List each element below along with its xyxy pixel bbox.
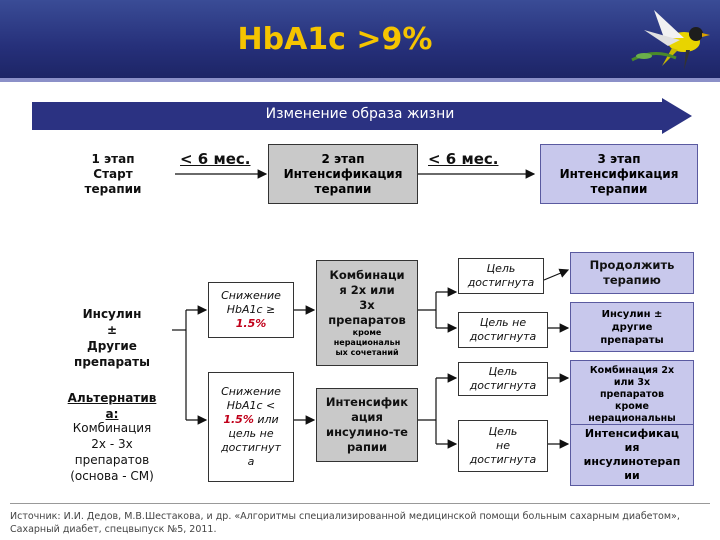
alternative-text: Комбинация 2х - 3х препаратов (основа - СМ) xyxy=(70,421,154,483)
outcome-combo-text: Комбинация 2х или 3х препаратов кроме нерациональны xyxy=(588,365,676,424)
page-title: HbA1c >9% xyxy=(237,22,433,57)
stage3-box: 3 этап Интенсификация терапии xyxy=(540,144,698,204)
lifestyle-label: Изменение образа жизни xyxy=(265,106,455,122)
alternative-title: Альтернатив а: xyxy=(67,391,157,421)
outcome-combo-box xyxy=(570,360,694,426)
goal-reached-box-2: Цель достигнута xyxy=(458,362,548,396)
outcome-continue-box: Продолжить терапию xyxy=(570,252,694,294)
decline-box-1 xyxy=(208,282,294,338)
combo-note: кроме нерациональн ых сочетаний xyxy=(333,328,401,357)
combo-box xyxy=(316,260,418,366)
intens-text: Интенсифик ация инсулино-те рапии xyxy=(325,395,409,454)
goal-not-reached-box-2: Цель не достигнута xyxy=(458,420,548,472)
goal-reached-box-1: Цель достигнута xyxy=(458,258,544,294)
goal-not-reached-box-1: Цель не достигнута xyxy=(458,312,548,348)
months-label-2: < 6 мес. xyxy=(428,150,499,168)
arrow-goal1-to-continue xyxy=(544,270,568,280)
stage2-box: 2 этап Интенсификация терапии xyxy=(268,144,418,204)
decline-box-2 xyxy=(208,372,294,482)
insulin-start-text: Инсулин ± Другие препараты xyxy=(74,307,150,369)
outcome-insulin-text: Инсулин ± другие препараты xyxy=(600,308,664,346)
source-footnote: Источник: И.И. Дедов, М.В.Шестакова, и др. «Алгоритмы специализированной медицинской помощи больным сахарным диабетом», Сахарный диабет, спецвыпуск №5, 2011. xyxy=(10,511,680,535)
decline1-text: Снижение HbA1c ≥ xyxy=(221,289,281,316)
outcome-intens-box xyxy=(570,424,694,486)
decline2-text: Снижение HbA1c < 1.5% или цель не достигнут а xyxy=(221,385,281,468)
decline1-value: 1.5% xyxy=(235,317,267,330)
stage1-label: 1 этап Старт терапии xyxy=(84,152,142,196)
combo-text: Комбинаци я 2х или 3х препаратов xyxy=(328,268,406,327)
outcome-insulin-box xyxy=(570,302,694,352)
intens-box xyxy=(316,388,418,462)
outcome-intens-text: Интенсификац ия инсулинотерап ии xyxy=(583,427,681,482)
footer-divider xyxy=(10,503,710,504)
months-label-1: < 6 мес. xyxy=(180,150,251,168)
